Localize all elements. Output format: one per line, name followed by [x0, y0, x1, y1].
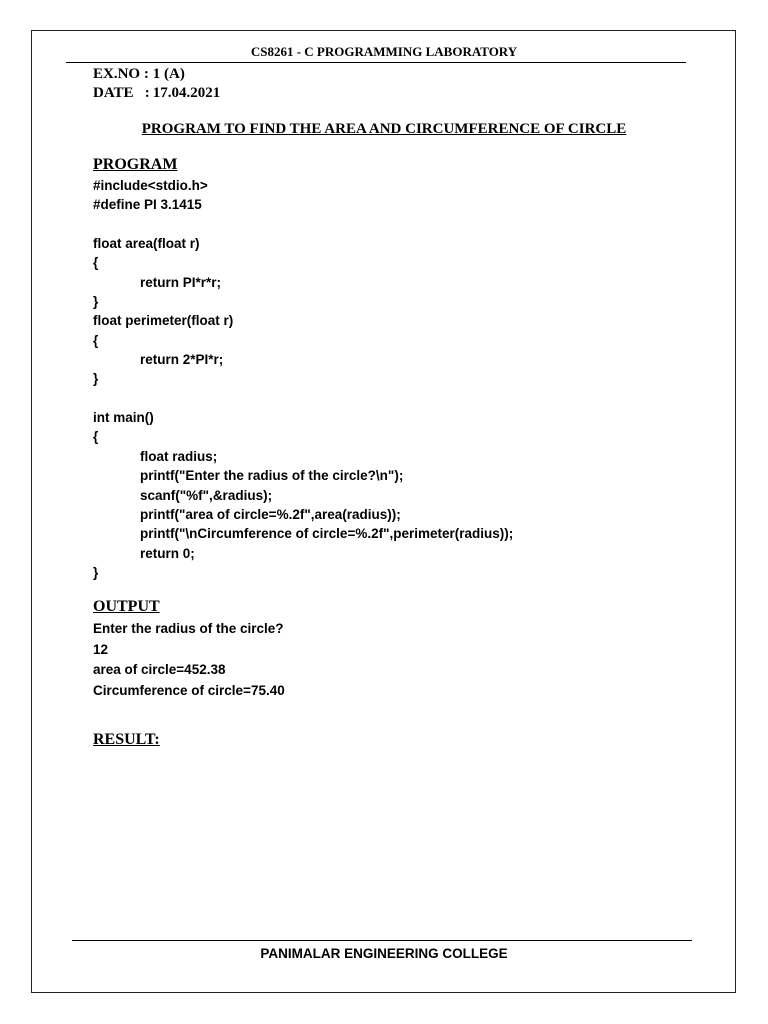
- code-line: {: [93, 255, 99, 271]
- header-divider: [66, 62, 686, 63]
- code-line: return PI*r*r;: [140, 274, 222, 290]
- code-line: [93, 215, 513, 234]
- code-line: }: [93, 564, 99, 580]
- exercise-number-row: [93, 66, 185, 83]
- date-value: 17.04.2021: [152, 85, 221, 101]
- exercise-number-value: 1 (A): [152, 66, 185, 82]
- code-line: }: [93, 294, 99, 310]
- code-line: return 2*PI*r;: [140, 352, 224, 368]
- code-line: printf("Enter the radius of the circle?\n");: [140, 468, 404, 484]
- output-line: Enter the radius of the circle?: [93, 621, 284, 636]
- date-label: DATE :: [93, 85, 150, 101]
- code-line: return 0;: [140, 545, 195, 561]
- code-line: float perimeter(float r): [93, 313, 234, 329]
- code-line: float area(float r): [93, 236, 200, 252]
- output-line: 12: [93, 641, 109, 657]
- code-line: }: [93, 371, 99, 387]
- code-line: #define PI 3.1415: [93, 197, 202, 213]
- output-heading: OUTPUT: [93, 598, 160, 615]
- course-header: CS8261 - C PROGRAMMING LABORATORY: [250, 44, 518, 59]
- code-line: float radius;: [140, 448, 218, 464]
- date-row: [93, 85, 220, 102]
- code-line: [93, 389, 513, 408]
- exercise-number-label: EX.NO :: [93, 66, 149, 82]
- code-line: printf("area of circle=%.2f",area(radius));: [140, 506, 401, 522]
- program-output: [93, 619, 285, 701]
- code-line: scanf("%f",&radius);: [140, 487, 273, 503]
- program-heading: PROGRAM: [93, 156, 178, 173]
- code-line: printf("\nCircumference of circle=%.2f",perimeter(radius));: [140, 526, 514, 542]
- output-line: area of circle=452.38: [93, 662, 226, 677]
- code-line: #include<stdio.h>: [93, 178, 208, 193]
- footer-divider: [72, 940, 692, 941]
- output-line: Circumference of circle=75.40: [93, 682, 285, 698]
- program-code: [93, 176, 513, 582]
- code-line: {: [93, 429, 99, 445]
- code-line: {: [93, 332, 99, 348]
- page-title: PROGRAM TO FIND THE AREA AND CIRCUMFERENCE OF CIRCLE: [141, 121, 627, 137]
- result-heading: RESULT:: [93, 731, 160, 748]
- college-footer: PANIMALAR ENGINEERING COLLEGE: [260, 946, 508, 961]
- code-line: int main(): [93, 410, 154, 426]
